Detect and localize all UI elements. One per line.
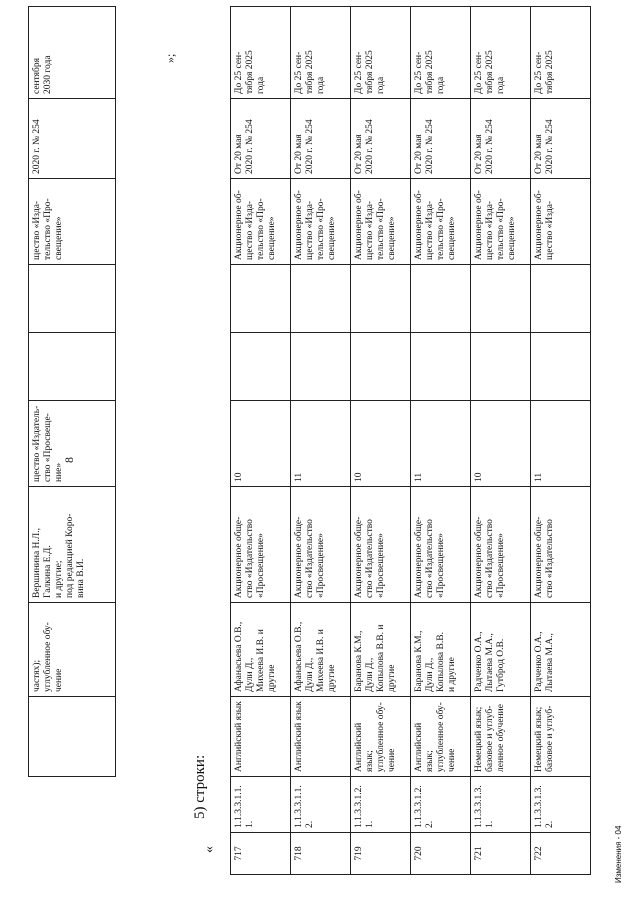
subject-cell: Английский язык xyxy=(231,697,291,777)
publisher2-cell: Акционерное об- щество «Изда- тельство «Про- свещение» xyxy=(351,179,411,265)
publisher-cell: Акционерное обще- ство «Издательство «Просвещение» xyxy=(291,487,351,603)
until-cell: До 25 сен- тября 2025 года xyxy=(411,7,471,99)
table-row xyxy=(531,7,591,875)
subject-cell: Немецкий язык; базовое и углуб- xyxy=(531,697,591,777)
publisher2-cell: Акционерное об- щество «Изда- тельство «Про- свещение» xyxy=(291,179,351,265)
publisher2-cell: щество «Изда- тельство «Про- свещение» xyxy=(29,179,116,265)
table-row xyxy=(351,7,411,875)
row-number-cell: 717 xyxy=(231,833,291,875)
section-quote: « xyxy=(202,846,217,853)
grade-cell: 10 xyxy=(471,401,531,487)
until-cell: До 25 сен- тября 2025 года xyxy=(471,7,531,99)
row-number-cell: 719 xyxy=(351,833,411,875)
blank-cell xyxy=(351,265,411,333)
subject-cell: Английский язык; углубленное обу- чение xyxy=(351,697,411,777)
order-cell: От 20 мая 2020 г. № 254 xyxy=(411,99,471,179)
publisher2-cell: Акционерное об- щество «Изда- тельство «Про- свещение» xyxy=(231,179,291,265)
grade-cell: 10 xyxy=(231,401,291,487)
page-number: 8 xyxy=(62,457,76,463)
publisher-cell: Акционерное обще- ство «Издательство «Просвещение» xyxy=(231,487,291,603)
code-cell: 1.1.3.3.1.1.1. xyxy=(231,777,291,833)
table-row xyxy=(291,7,351,875)
code-cell: 1.1.3.3.1.2.1. xyxy=(351,777,411,833)
row-number-cell: 722 xyxy=(531,833,591,875)
until-cell: До 25 сен- тября 2025 года xyxy=(231,7,291,99)
row-number-cell: 720 xyxy=(411,833,471,875)
blank-cell xyxy=(351,333,411,401)
authors-cell: Афанасьева О.В., Дули Д., Михеева И.В. и другие xyxy=(291,603,351,697)
blank-cell xyxy=(291,333,351,401)
order-cell: От 20 мая 2020 г. № 254 xyxy=(351,99,411,179)
blank-cell xyxy=(291,265,351,333)
grade-cell: 11 xyxy=(411,401,471,487)
rows-table xyxy=(230,6,591,875)
row-number-cell: 721 xyxy=(471,833,531,875)
publisher-cell: Акционерное обще- ство «Издательство «Просвещение» xyxy=(411,487,471,603)
continuation-table xyxy=(28,6,116,777)
until-cell: До 25 сен- тября 2025 года xyxy=(291,7,351,99)
subject-cell: частях); углубленное обу- чение xyxy=(29,603,116,697)
publisher-cell: Акционерное обще- ство «Издательство «Просвещение» xyxy=(471,487,531,603)
order-cell: От 20 мая 2020 г. № 254 xyxy=(471,99,531,179)
closing-quote-mark: »; xyxy=(163,53,177,63)
subject-cell: Немецкий язык; базовое и углуб- ленное обучение xyxy=(471,697,531,777)
blank-cell xyxy=(411,333,471,401)
until-cell: До 25 сен- тября 2025 года xyxy=(351,7,411,99)
publisher2-cell: Акционерное об- щество «Изда- тельство «Про- свещение» xyxy=(471,179,531,265)
authors-cell: Вершинина Н.Л., Галкина Е.Д. и другие; под редакцией Коро- вина В.И. xyxy=(29,487,116,603)
blank-cell xyxy=(471,265,531,333)
grade-cell: 11 xyxy=(531,401,591,487)
subject-cell: Английский язык xyxy=(291,697,351,777)
code-cell: 1.1.3.3.1.3.2. xyxy=(531,777,591,833)
table-row xyxy=(471,7,531,875)
publisher2-cell: Акционерное об- щество «Изда- тельство «Про- свещение» xyxy=(411,179,471,265)
grade-cell: 10 xyxy=(351,401,411,487)
table-row xyxy=(411,7,471,875)
order-cell: От 20 мая 2020 г. № 254 xyxy=(531,99,591,179)
table-row xyxy=(231,7,291,875)
authors-cell: Радченко О.А., Лытаева М.А., Гутброд О.В. xyxy=(471,603,531,697)
blank-cell xyxy=(29,697,116,777)
authors-cell: Баранова К.М., Дули Д., Копылова В.В. и другие xyxy=(411,603,471,697)
code-cell: 1.1.3.3.1.3.1. xyxy=(471,777,531,833)
until-cell: До 25 сен- тября 2025 xyxy=(531,7,591,99)
authors-cell: Афанасьева О.В., Дули Д., Михеева И.В. и другие xyxy=(231,603,291,697)
grade-cell xyxy=(29,333,116,401)
order-cell: От 20 мая 2020 г. № 254 xyxy=(231,99,291,179)
order-cell: От 20 мая 2020 г. № 254 xyxy=(291,99,351,179)
blank-cell xyxy=(231,265,291,333)
blank-cell xyxy=(531,333,591,401)
blank-cell xyxy=(531,265,591,333)
order-cell: 2020 г. № 254 xyxy=(29,99,116,179)
until-cell: сентября 2030 года xyxy=(29,7,116,99)
blank-cell xyxy=(471,333,531,401)
blank-cell xyxy=(231,333,291,401)
publisher-cell: щество «Издатель- ство «Просвеще- ние» xyxy=(29,401,116,487)
publisher-cell: Акционерное обще- ство «Издательство «Просвещение» xyxy=(351,487,411,603)
code-cell: 1.1.3.3.1.2.2. xyxy=(411,777,471,833)
publisher-cell: Акционерное обще- ство «Издательство xyxy=(531,487,591,603)
table-row xyxy=(29,7,116,777)
code-cell: 1.1.3.3.1.1.2. xyxy=(291,777,351,833)
authors-cell: Баранова К.М., Дули Д., Копылова В.В. и другие xyxy=(351,603,411,697)
subject-cell: Английский язык; углубленное обу- чение xyxy=(411,697,471,777)
blank-cell xyxy=(411,265,471,333)
section-label: 5) строки: xyxy=(192,754,208,819)
row-number-cell: 718 xyxy=(291,833,351,875)
authors-cell: Радченко О.А., Лытаева М.А., xyxy=(531,603,591,697)
footer-note: Изменения - 04 xyxy=(614,825,623,883)
blank-cell xyxy=(29,265,116,333)
publisher2-cell: Акционерное об- щество «Изда- xyxy=(531,179,591,265)
grade-cell: 11 xyxy=(291,401,351,487)
